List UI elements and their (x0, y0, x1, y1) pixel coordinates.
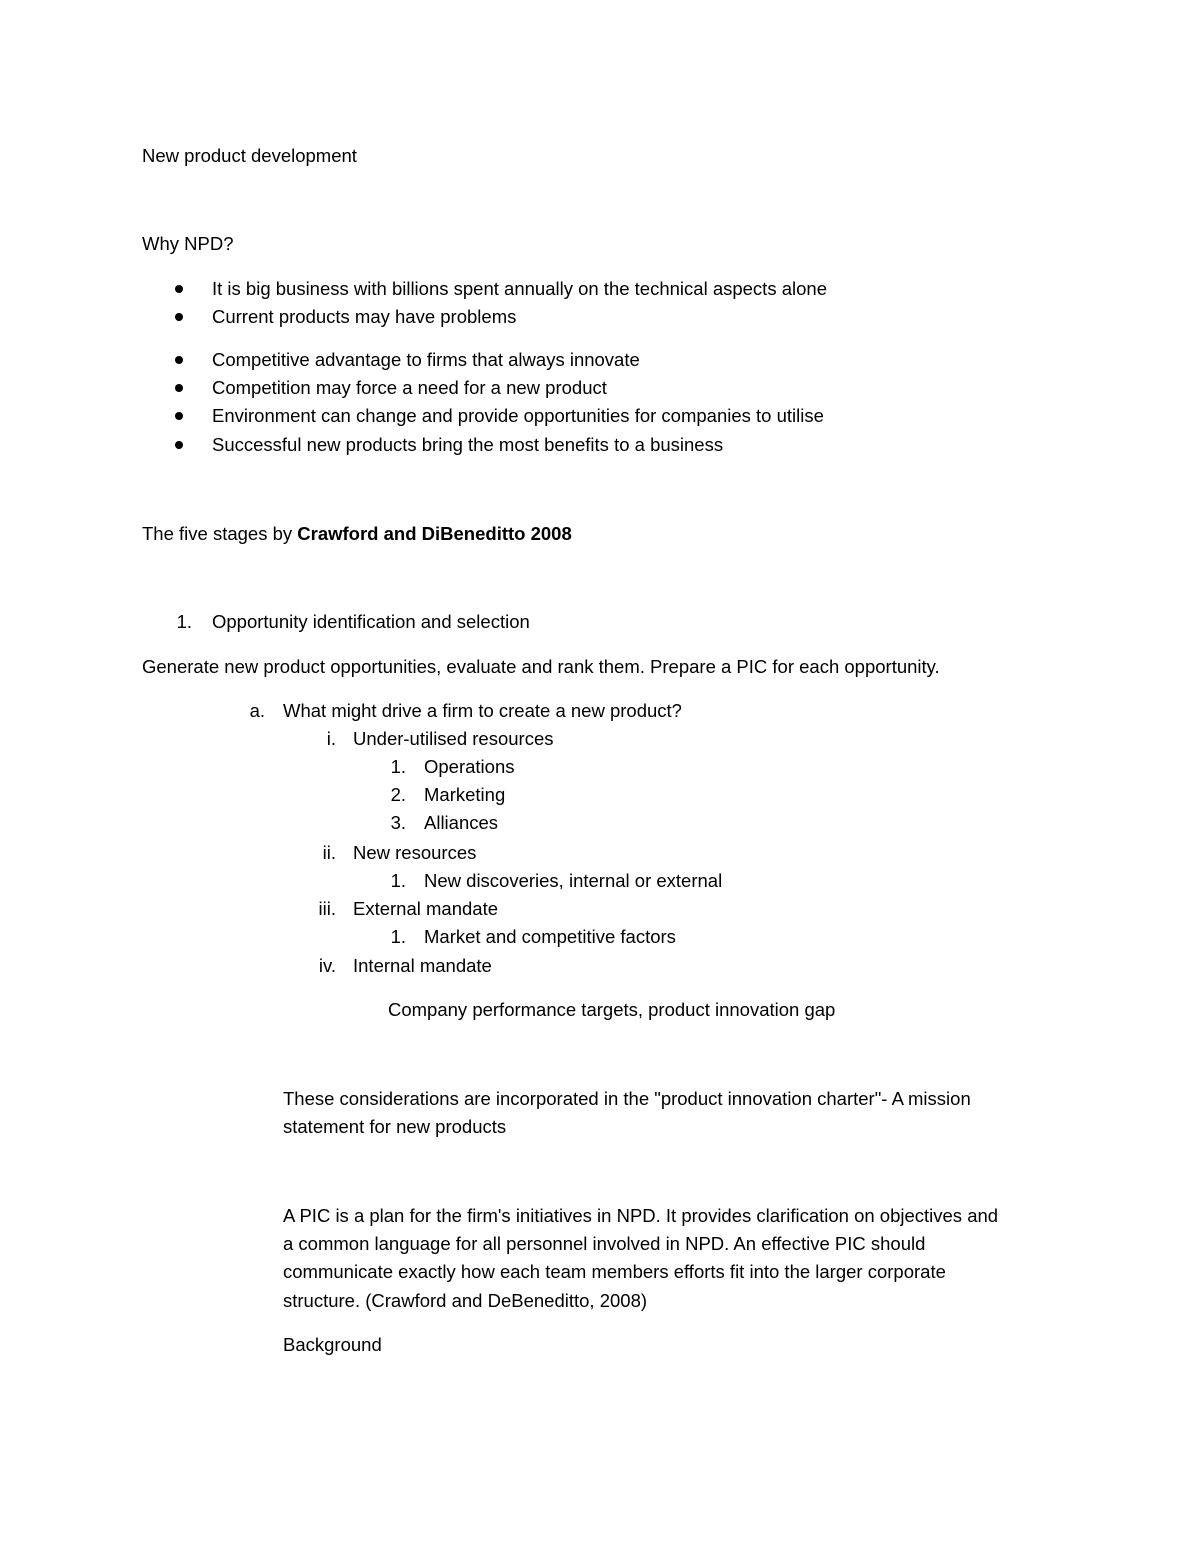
internal-mandate-note: Company performance targets, product innovation gap (388, 999, 836, 1020)
driver-marker: i. (326, 728, 336, 749)
stages-heading-citation: Crawford and DiBeneditto 2008 (297, 523, 572, 544)
stages-heading-prefix: The five stages by (142, 523, 298, 544)
bullet-icon (175, 313, 183, 321)
driver-marker: ii. (322, 842, 336, 863)
sub-item-marker: 1. (390, 870, 406, 891)
driver-item: Under-utilised resources (353, 728, 554, 749)
sub-item-marker: 1. (390, 756, 406, 777)
sub-item: Market and competitive factors (424, 926, 676, 947)
sub-item: Alliances (424, 812, 499, 833)
pic-paragraph-line: a common language for all personnel involved in NPD. An effective PIC should (283, 1233, 926, 1254)
sub-item-marker: 2. (390, 784, 406, 805)
bullet-item: Environment can change and provide opportunities for companies to utilise (212, 405, 824, 426)
pic-citation: (Crawford and DeBeneditto, 2008) (365, 1290, 648, 1311)
bullet-icon (175, 441, 183, 449)
bullet-item: Successful new products bring the most benefits to a business (212, 434, 724, 455)
bullet-item: Current products may have problems (212, 306, 517, 327)
pic-paragraph-text: structure. (283, 1290, 366, 1311)
sub-item: New discoveries, internal or external (424, 870, 723, 891)
charter-paragraph-line: statement for new products (283, 1116, 507, 1137)
pic-paragraph-line: A PIC is a plan for the firm's initiatives in NPD. It provides clarification on objectives and (283, 1205, 999, 1226)
document-title: New product development (142, 145, 357, 166)
bullet-icon (175, 285, 183, 293)
stages-heading (142, 523, 572, 545)
bullet-item: It is big business with billions spent annually on the technical aspects alone (212, 278, 827, 299)
driver-marker: iii. (318, 898, 336, 919)
stage-1-summary: Generate new product opportunities, evaluate and rank them. Prepare a PIC for each opportunity. (142, 656, 940, 677)
sub-item-marker: 3. (390, 812, 406, 833)
question-marker: a. (249, 700, 265, 721)
bullet-item: Competitive advantage to firms that always innovate (212, 349, 640, 370)
background-heading: Background (283, 1334, 382, 1355)
driver-item: New resources (353, 842, 477, 863)
pic-paragraph-line: communicate exactly how each team members efforts fit into the larger corporate (283, 1261, 946, 1282)
driver-item: Internal mandate (353, 955, 492, 976)
charter-paragraph-line: These considerations are incorporated in the "product innovation charter"- A mission (283, 1088, 971, 1109)
sub-item: Operations (424, 756, 515, 777)
question-text: What might drive a firm to create a new product? (283, 700, 682, 721)
driver-item: External mandate (353, 898, 499, 919)
why-npd-heading: Why NPD? (142, 233, 234, 254)
sub-item-marker: 1. (390, 926, 406, 947)
bullet-icon (175, 356, 183, 364)
driver-marker: iv. (318, 955, 336, 976)
bullet-item: Competition may force a need for a new product (212, 377, 607, 398)
stage-1-marker: 1. (176, 611, 192, 632)
bullet-icon (175, 412, 183, 420)
pic-paragraph-line (283, 1290, 647, 1312)
sub-item: Marketing (424, 784, 506, 805)
bullet-icon (175, 384, 183, 392)
stage-1-label: Opportunity identification and selection (212, 611, 530, 632)
